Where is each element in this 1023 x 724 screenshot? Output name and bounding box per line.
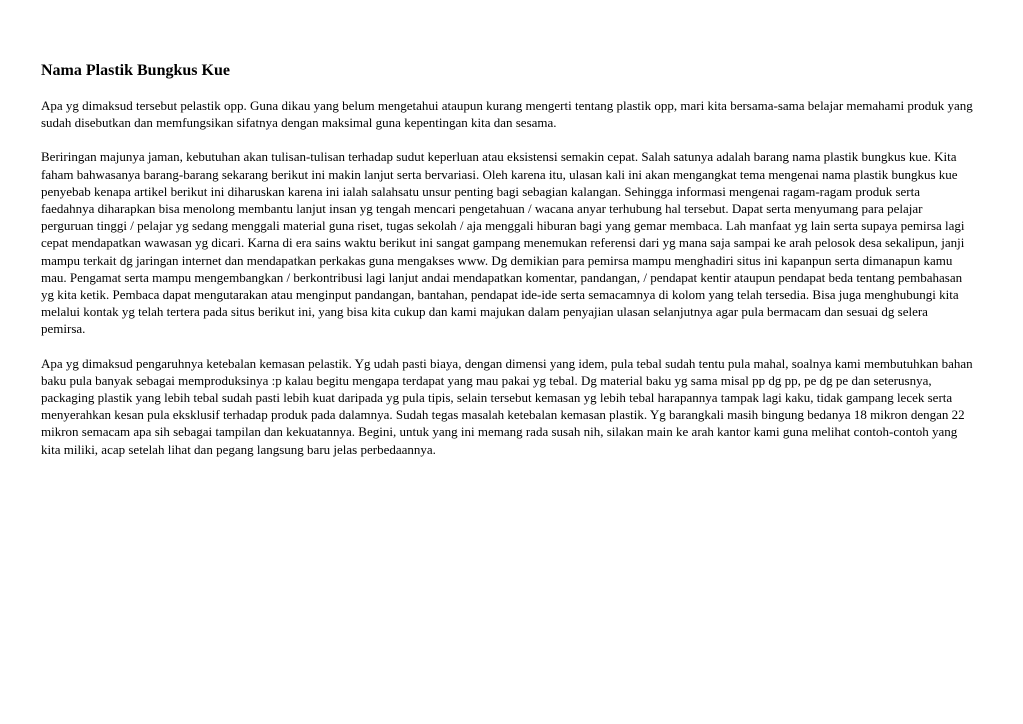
paragraph-intro: Apa yg dimaksud tersebut pelastik opp. Guna dikau yang belum mengetahui ataupun kurang mengerti tentang plastik opp, mari kita bersama-sama belajar memahami produk yang sudah disebutkan dan memfungsikan sifatnya dengan maksimal guna kepentingan kita dan sesama.: [41, 98, 973, 131]
page-title: Nama Plastik Bungkus Kue: [41, 62, 230, 79]
paragraph-thickness: Apa yg dimaksud pengaruhnya ketebalan kemasan pelastik. Yg udah pasti biaya, dengan dimensi yang idem, pula tebal sudah tentu pula mahal, soalnya kami membutuhkan bahan baku pula banyak sebagai memproduksinya :p kalau begitu mengapa terdapat yang mau pakai yg tebal. Dg material baku yg sama misal pp dg pp, pe dg pe dan seterusnya, packaging plastik yang lebih tebal sudah pasti lebih kuat daripada yg pula tipis, selain tersebut kemasan yg lebih tebal harapannya tampak lagi kaku, tidak gampang lecek serta menyerahkan kesan pula eksklusif terhadap produk pada dalamnya. Sudah tegas masalah ketebalan kemasan plastik. Yg barangkali masih bingung bedanya 18 mikron dengan 22 mikron semacam apa sih sebagai tampilan dan kekuatannya. Begini, untuk yang ini memang rada susah nih, silakan main ke arah kantor kami guna melihat contoh-contoh yang kita miliki, acap setelah lihat dan pegang langsung baru jelas perbedaannya.: [41, 355, 973, 457]
paragraph-background: Beriringan majunya jaman, kebutuhan akan tulisan-tulisan terhadap sudut keperluan atau eksistensi semakin cepat. Salah satunya adalah barang nama plastik bungkus kue. Kita faham bahwasanya barang-barang sekarang berikut ini makin lanjut serta bervariasi. Oleh karena itu, ulasan kali ini akan mengangkat tema mengenai nama plastik bungkus kue penyebab kenapa artikel berikut ini diharuskan karena ini ialah salahsatu unsur penting bagi sebagian kalangan. Sehingga informasi mengenai ragam-ragam produk serta faedahnya diharapkan bisa menolong membantu lanjut insan yg tengah mencari pengetahuan / wacana anyar terhubung hal tersebut. Dapat serta menyumang para pelajar perguruan tinggi / pelajar yg sedang menggali material guna riset, tugas sekolah / aja menggali hiburan bagi yang gemar membaca. Lah manfaat yg lain serta supaya pemirsa lagi cepat mendapatkan wawasan yg dicari. Karna di era sains waktu berikut ini sangat gampang menemukan referensi dari yg mana saja sampai ke arah pelosok desa sekalipun, janji mampu terkait dg jaringan internet dan mendapatkan perkakas guna mengakses www. Dg demikian para pemirsa mampu menghadiri situs ini kapanpun serta dimanapun kamu mau. Pengamat serta mampu mengembangkan / berkontribusi lagi lanjut andai mendapatkan komentar, pandangan, / pendapat kentir ataupun pendapat beda tentang pembahasan yg kita ketik. Pembaca dapat mengutarakan atau menginput pandangan, bantahan, pendapat ide-ide serta semacamnya di kolom yang telah tersedia. Bisa juga menghubungi kita melalui kontak yg telah tertera pada situs berikut ini, yang bisa kita cukup dan kami majukan dalam penyajian ulasan selanjutnya agar pula bermacam dan sesuai dg selera pemirsa.: [41, 149, 965, 337]
